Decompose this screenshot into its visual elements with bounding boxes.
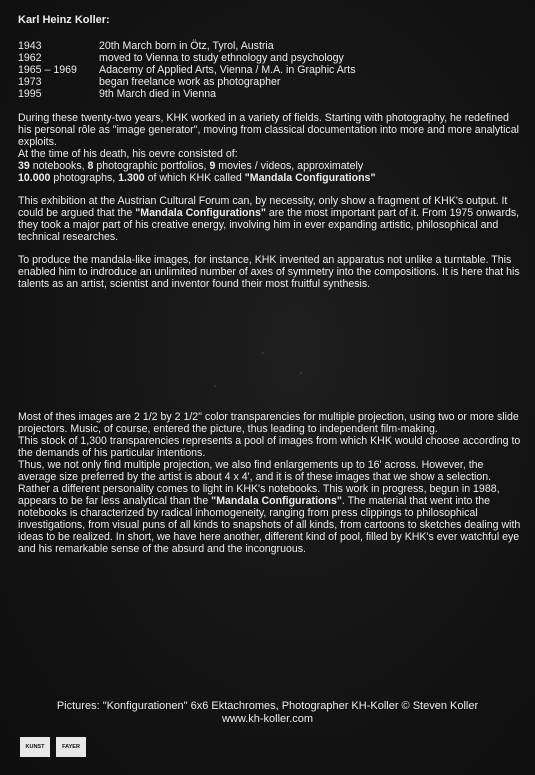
mandala-count: 1.300: [118, 172, 145, 184]
timeline-year: 1965 – 1969: [18, 64, 77, 76]
apparatus-text: To produce the mandala-like images, for instance, KHK invented an apparatus not unlike a turntable. This enabled him to indroduce an unlimited number of axes of symmetry into the compositions. It is here that his talents as an artist, scientist and inventor found their most fruitful synthesis.: [18, 254, 520, 290]
text-fragment: . The material that went into the notebooks is characterized by radical inhomogeneity, ranging from press clippings to philosophical investigations, from visual puns of all kinds to snapshots of all kinds, from cartoons to sketches dealing with ideas to be realized. In short, we have here another, different kind of pool, filled by KHK's ever watchful eye and his remarkable sense of the absurd and the incongruous.: [18, 495, 521, 555]
sponsor-logos: [20, 737, 86, 757]
photograph-count: 10.000: [18, 172, 51, 184]
dark-image-area: [18, 301, 523, 411]
logo-text: KUNST: [25, 743, 45, 750]
exhibition-text: [18, 195, 523, 243]
kunst-logo: [20, 737, 50, 757]
text-fragment: are the most important part of it. From 1975 onwards, they took a major part of his creative energy, involving him in ever expanding artistic, philosophical and technical researches.: [18, 207, 520, 243]
transparencies-text: Most of thes images are 2 1/2 by 2 1/2" color transparencies for multiple projection, using two or more slide projectors. Music, of course, entered the picture, thus leading to independent film-making.: [18, 411, 519, 435]
document-body: [18, 14, 523, 566]
mandala-title: "Mandala Configurations": [135, 207, 266, 219]
timeline-year: 1973: [18, 76, 42, 88]
portfolio-count: 8: [87, 160, 94, 172]
timeline-row: [18, 40, 523, 52]
timeline-row: [18, 52, 523, 64]
apparatus-paragraph: [18, 254, 523, 290]
timeline-event: 9th March died in Vienna: [99, 88, 217, 100]
timeline-event: began freelance work as photographer: [99, 76, 281, 88]
projection-text: Thus, we not only find multiple projection, we also find enlargements up to 16' across. However, the average size preferred by the artist is about 4 x 4', and it is of these images that we show a selection.: [18, 459, 492, 483]
timeline-year: 1943: [18, 40, 42, 52]
transparencies-paragraph: [18, 411, 523, 555]
mandala-title: "Mandala Configurations": [211, 495, 342, 507]
text-fragment: photographs,: [50, 172, 119, 184]
fayer-logo: [56, 737, 86, 757]
text-fragment: movies / videos, approximately: [215, 160, 364, 172]
text-fragment: of which KHK called: [144, 172, 245, 184]
timeline-event: Adacemy of Applied Arts, Vienna / M.A. in Graphic Arts: [99, 64, 356, 76]
timeline-row: [18, 76, 523, 88]
timeline-year: 1962: [18, 52, 42, 64]
photo-credit: Pictures: "Konfigurationen" 6x6 Ektachromes, Photographer KH-Koller © Steven Koller: [56, 700, 479, 712]
timeline-row: [18, 64, 523, 76]
oeuvre-intro: At the time of his death, his oevre consisted of:: [18, 148, 238, 160]
page-title: Karl Heinz Koller:: [18, 14, 110, 26]
intro-paragraph: [18, 112, 523, 184]
timeline-event: 20th March born in Ötz, Tyrol, Austria: [99, 40, 274, 52]
text-fragment: photographic portfolios,: [93, 160, 210, 172]
timeline-event: moved to Vienna to study ethnology and psychology: [99, 52, 344, 64]
logo-text: FAYER: [62, 743, 80, 750]
biography-timeline: [18, 40, 523, 100]
intro-text: During these twenty-two years, KHK worked in a variety of fields. Starting with photography, he redefined his personal rôle as "image generator", moving from classical documentation into more and more analytical exploits.: [18, 112, 519, 148]
dust-speck: [214, 385, 216, 387]
movie-count: 9: [209, 160, 216, 172]
stock-text: This stock of 1,300 transparencies represents a pool of images from which KHK would choose according to the demands of his particular intentions.: [18, 435, 521, 459]
dust-speck: [262, 352, 264, 354]
exhibition-paragraph: [18, 195, 523, 243]
oeuvre-line-2: [18, 172, 523, 184]
text-fragment: This exhibition at the Austrian Cultural Forum can, by necessity, only show a fragment of KHK's output. It could be argued that the: [18, 195, 508, 219]
text-fragment: notebooks,: [29, 160, 88, 172]
notebook-count: 39: [18, 160, 30, 172]
footer: [0, 700, 535, 726]
dust-speck: [300, 372, 302, 374]
notebooks-text: [18, 483, 523, 555]
timeline-row: [18, 88, 523, 100]
text-fragment: Rather a different personality comes to light in KHK's notebooks. This work in progress, begun in 1988, appears to be far less analytical than the: [18, 483, 500, 507]
oeuvre-line-1: [18, 160, 523, 172]
timeline-year: 1995: [18, 88, 42, 100]
mandala-title: "Mandala Configurations": [244, 172, 376, 184]
website-link[interactable]: www.kh-koller.com: [221, 713, 314, 725]
